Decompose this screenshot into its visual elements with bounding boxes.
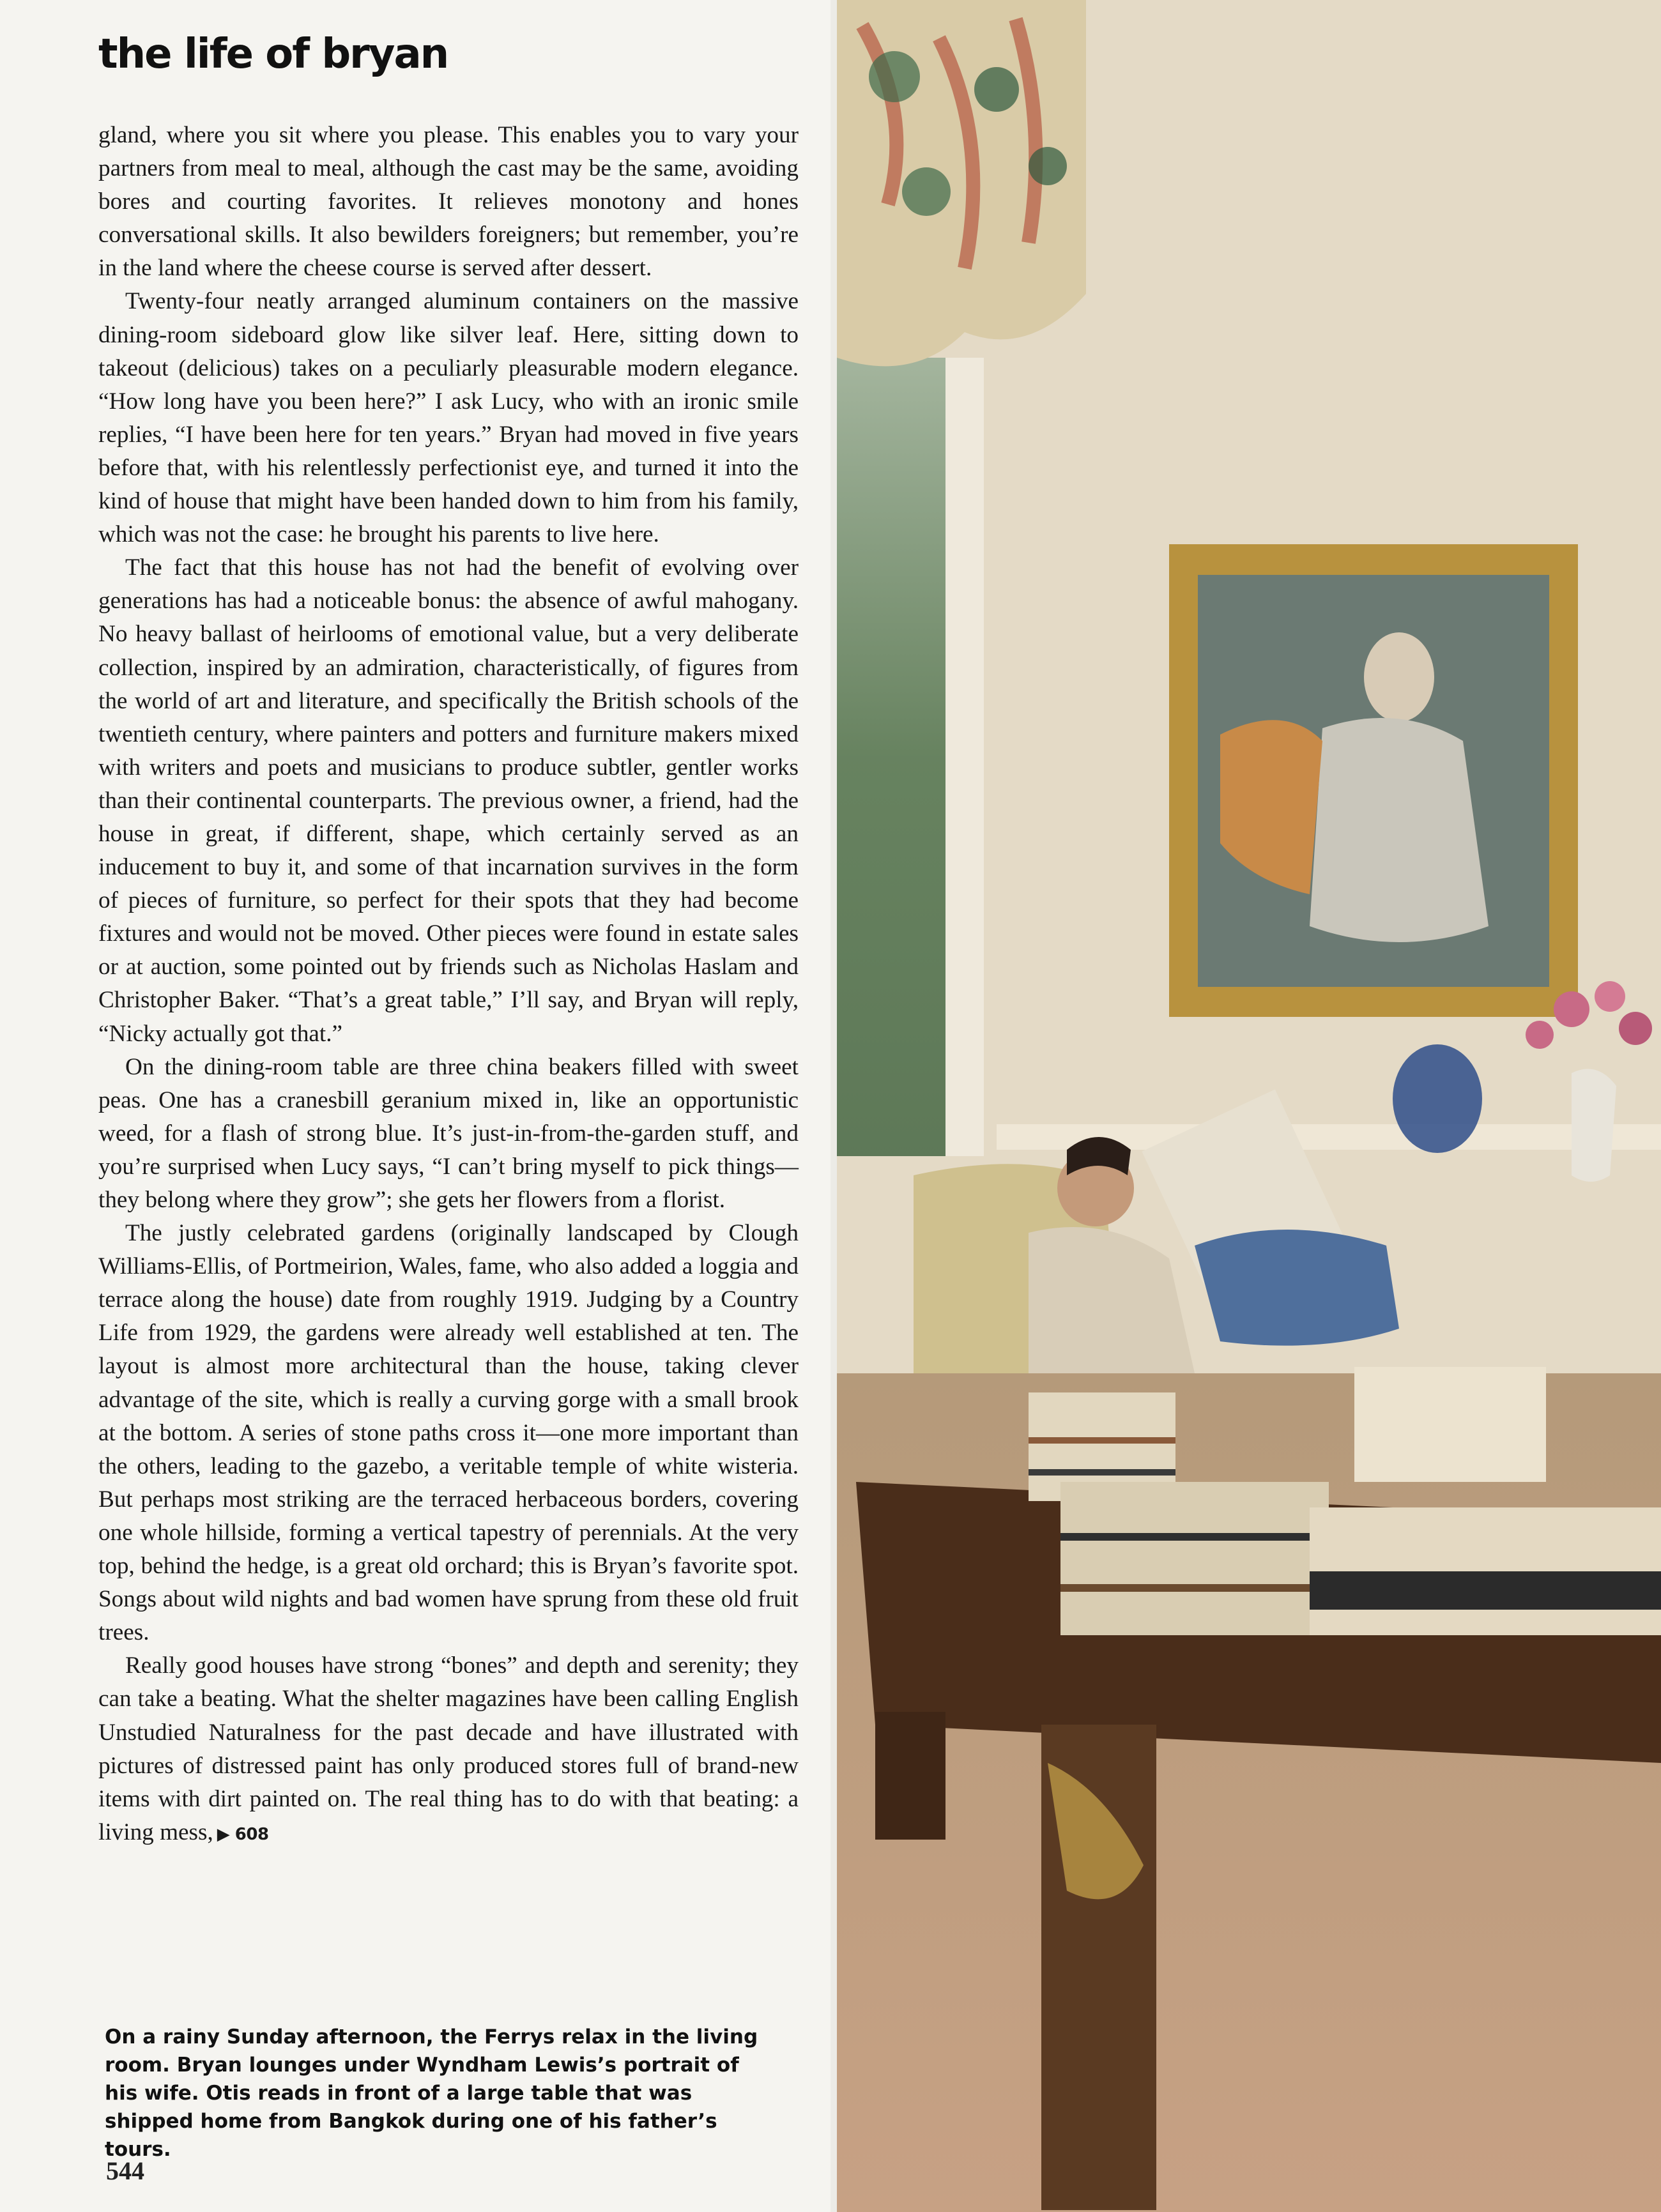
paragraph: gland, where you sit where you please. This enables you to vary your partners from meal to meal, although the cast may be the same, avoiding bores and courting favorites. It relieves monotony and hones conversational skills. It also bewilders foreigners; but remember, you’re in the land where the cheese course is served after dessert. [98,122,799,282]
paragraph: On the dining-room table are three china beakers filled with sweet peas. One has a cranesbill geranium mixed in, like an opportunistic weed, for a flash of strong blue. It’s just-in-from-the-garden stuff, and you’re surprised when Lucy says, “I can’t bring myself to pick things—they belong where they grow”; she gets her flowers from a florist. [98,1053,799,1213]
ginger-jar [1393,1044,1482,1153]
book-stack [1060,1482,1329,1635]
window-frame [945,358,984,1156]
paragraph: The justly celebrated gardens (originally landscaped by Clough Williams-Ellis, of Portmeirion, Wales, fame, who also added a loggia and terrace along the house) date from roughly 1919. Judging by a Country Life from 1929, the gardens were already well established at ten. The layout is almost more architectural than the house, taking clever advantage of the site, which is really a curving gorge with a small brook at the bottom. A series of stone paths cross it—one more important than the others, leading to the gazebo, a veritable temple of white wisteria. But perhaps most striking are the terraced herbaceous borders, covering one whole hillside, forming a vertical tapestry of perennials. At the very top, behind the hedge, is a great old orchard; this is Bryan’s favorite spot. Songs about wild nights and bad women have sprung from these old fruit trees. [98,1220,799,1646]
gutter [830,0,837,2212]
book-stack [1354,1367,1546,1482]
photo-caption: On a rainy Sunday afternoon, the Ferrys relax in the living room. Bryan lounges under Wyndham Lewis’s portrait of his wife. Otis reads in front of a large table that was shipped home from Bangkok during one of his father’s tours. [105,2025,758,2161]
running-head: the life of bryan [98,31,448,78]
paragraph: The fact that this house has not had the benefit of evolving over generations has had a noticeable bonus: the absence of awful mahogany. No heavy ballast of heirlooms of emotional value, but a very deliberate collection, inspired by an admiration, characteristically, of figures from the world of art and literature, and specifically the British schools of the twentieth century, where painters and potters and furniture makers mixed with writers and poets and musicians to produce subtler, gentler works than their continental counterparts. The previous owner, a friend, had the house in great, if different, shape, which certainly served as an inducement to buy it, and some of that incarnation survives in the form of pieces of furniture, so perfect for their spots that they had become fixtures and would not be moved. Other pieces were found in estate sales or at auction, some pointed out by friends such as Nicholas Haslam and Christopher Baker. “That’s a great table,” I’ll say, and Bryan will reply, “Nicky actually got that.” [98,554,799,1047]
article-body [98,119,799,1851]
paragraph-text: Really good houses have strong “bones” and depth and serenity; they can take a beating. What the shelter magazines have been calling English Unstudied Naturalness for the past decade and have illustrated with pictures of distressed paint has only produced stores full of brand-new items with dirt painted on. The real thing has to do with that beating: a living mess, [98,1652,799,1845]
last-paragraph [98,1649,799,1851]
continued-jump-link[interactable]: ▶ 608 [217,1824,269,1844]
paragraph: Twenty-four neatly arranged aluminum containers on the massive dining-room sideboard glow like silver leaf. Here, sitting down to takeout (delicious) takes on a peculiarly pleasurable modern elegance. “How long have you been here?” I ask Lucy, who with an ironic smile replies, “I have been here for ten years.” Bryan had moved in five years before that, with his relentlessly perfectionist eye, and turned it into the kind of house that might have been handed down to him from his family, which was not the case: he brought his parents to live here. [98,288,799,548]
living-room-photo-icon [837,0,1661,2212]
page-number: 544 [106,2156,144,2185]
jeans [1195,1230,1399,1346]
photo-illustration [837,0,1661,2212]
vase [1572,1069,1616,1182]
